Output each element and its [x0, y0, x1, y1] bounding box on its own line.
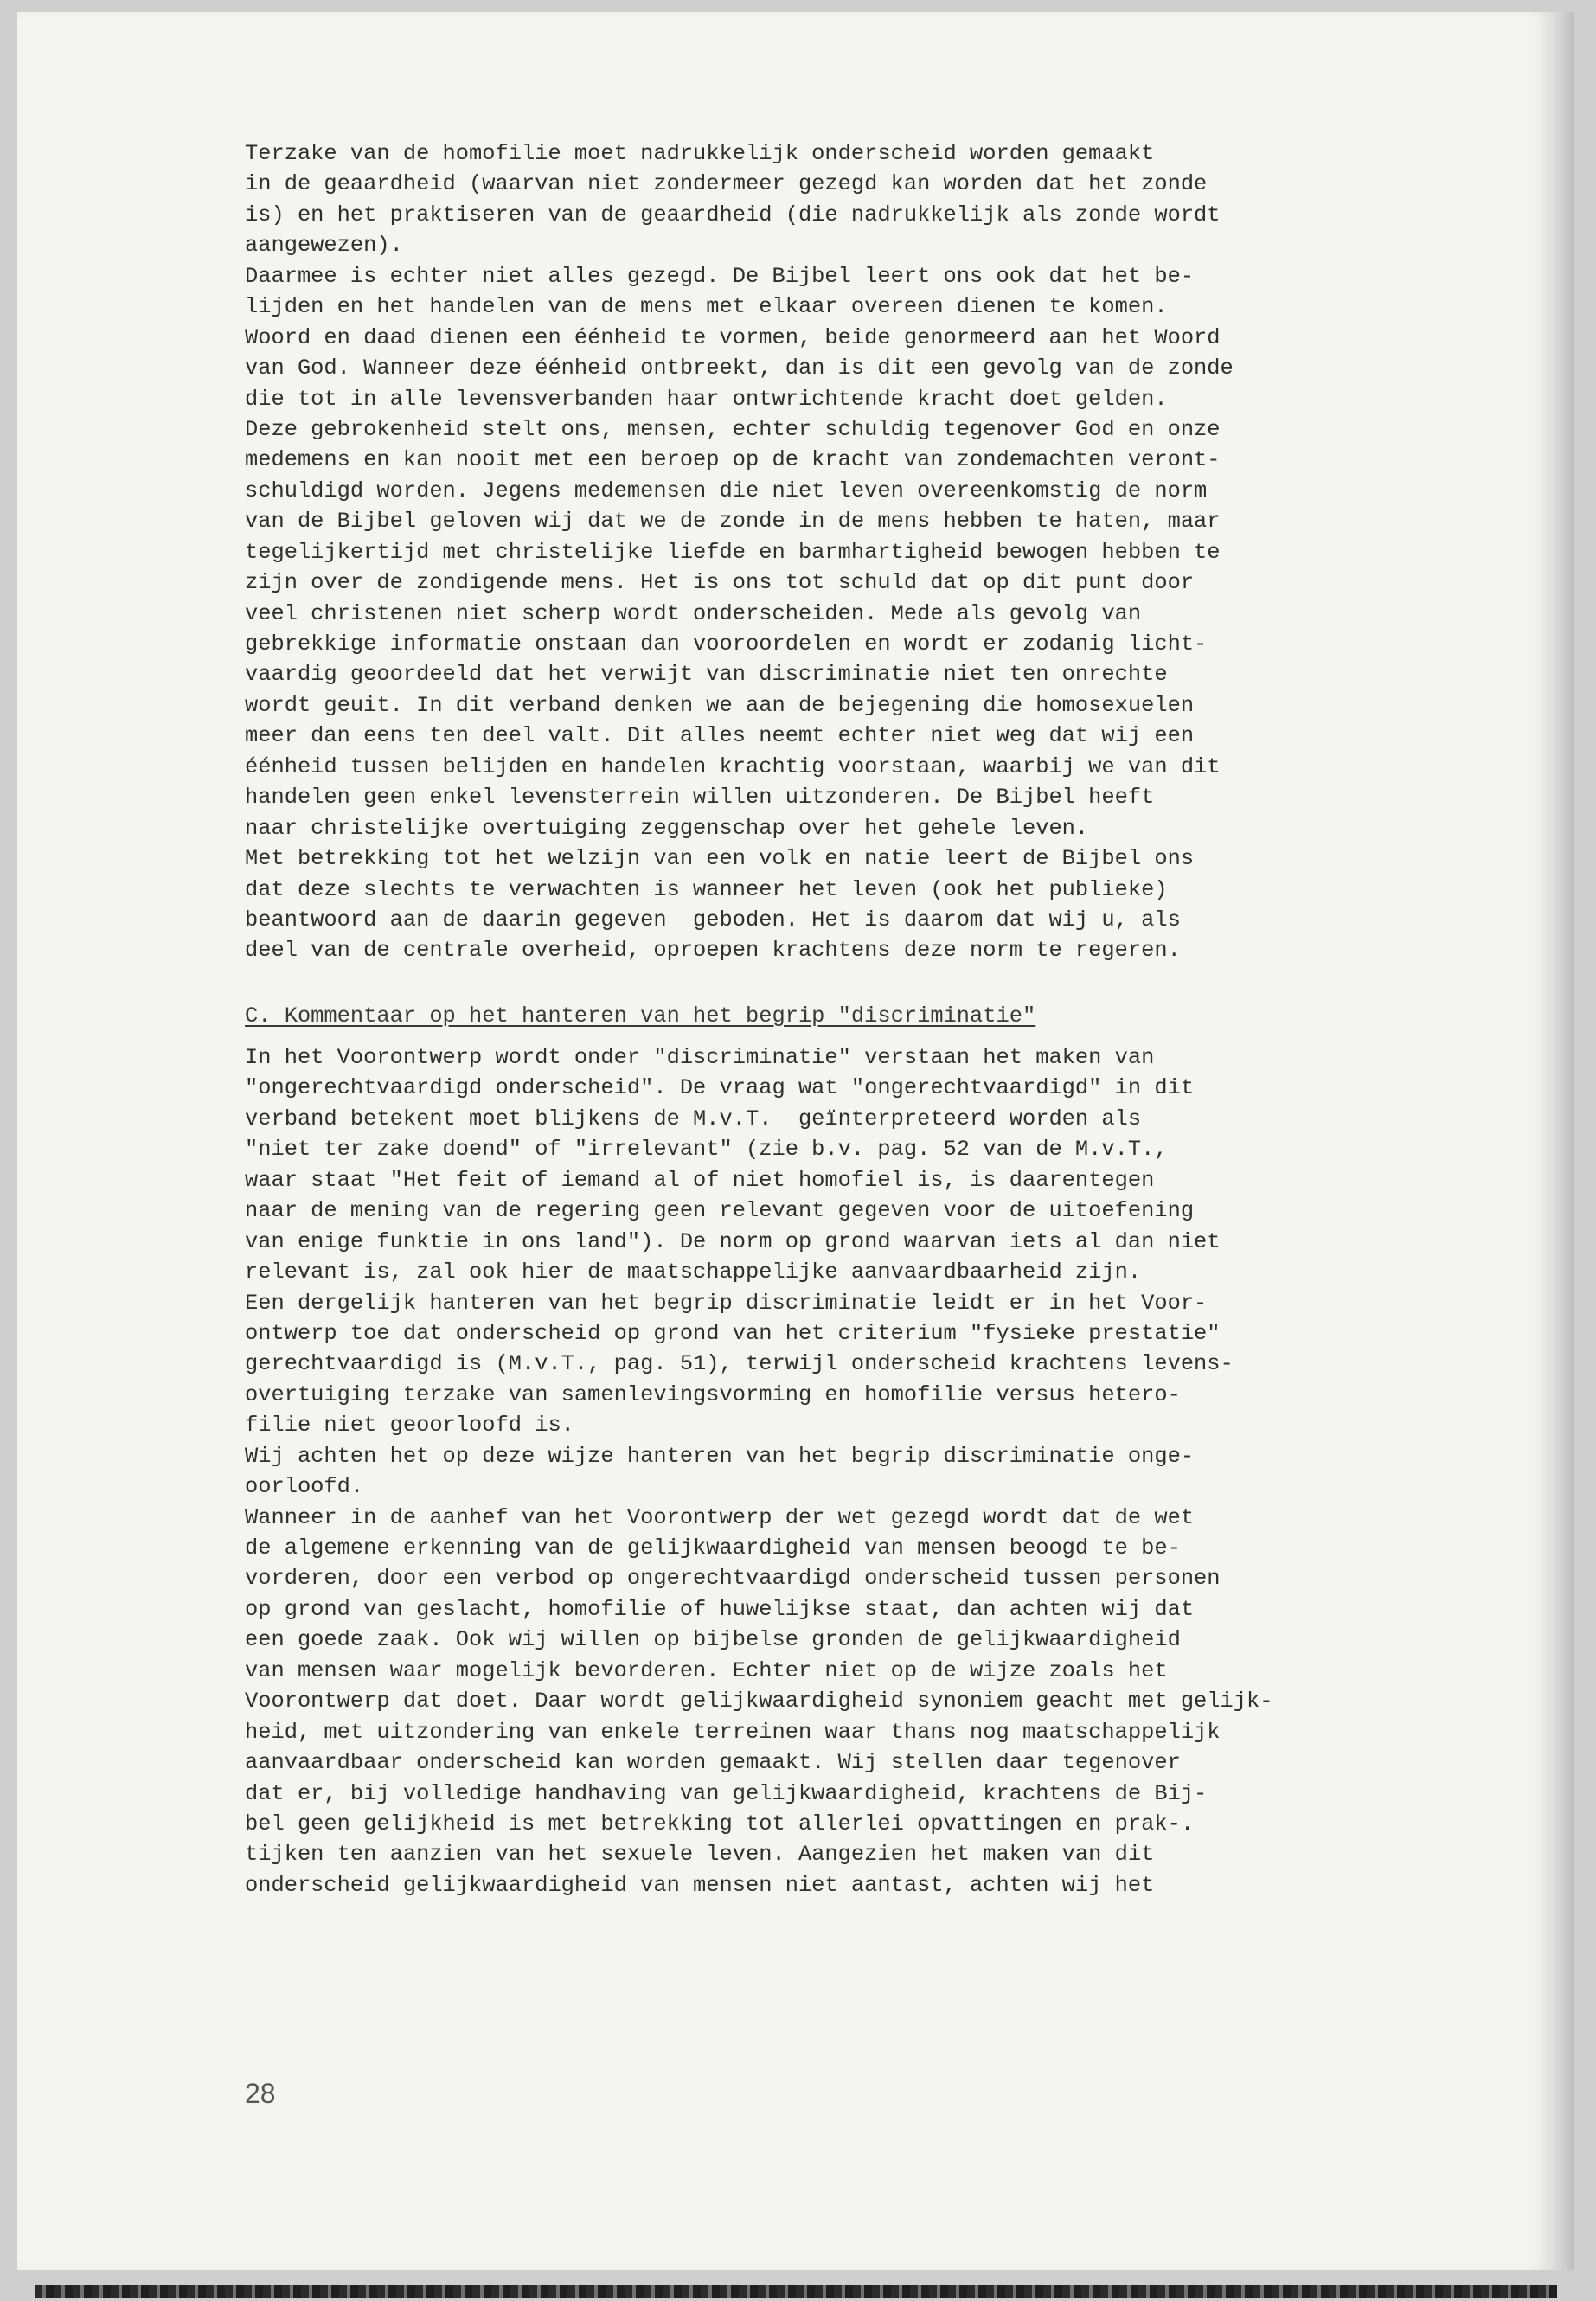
text-line: handelen geen enkel levensterrein willen uitzonderen. De Bijbel heeft: [245, 785, 1155, 811]
text-line: dat er, bij volledige handhaving van gelijkwaardigheid, krachtens de Bij-: [245, 1780, 1208, 1806]
text-line: éénheid tussen belijden en handelen krachtig voorstaan, waarbij we van dit: [245, 753, 1221, 779]
text-line: In het Voorontwerp wordt onder "discriminatie" verstaan het maken van: [245, 1045, 1155, 1070]
section-b-body: [245, 138, 1439, 966]
text-line: lijden en het handelen van de mens met elkaar overeen dienen te komen.: [245, 294, 1168, 320]
text-line: vorderen, door een verbod op ongerechtvaardigd onderscheid tussen personen: [245, 1566, 1221, 1592]
text-line: medemens en kan nooit met een beroep op de kracht van zondemachten veront-: [245, 447, 1221, 473]
text-line: die tot in alle levensverbanden haar ontwrichtende kracht doet gelden.: [245, 386, 1168, 412]
text-line: onderscheid gelijkwaardigheid van mensen niet aantast, achten wij het: [245, 1872, 1155, 1898]
text-line: overtuiging terzake van samenlevingsvorming en homofilie versus hetero-: [245, 1381, 1181, 1407]
text-line: van mensen waar mogelijk bevorderen. Echter niet op de wijze zoals het: [245, 1657, 1168, 1683]
text-line: de algemene erkenning van de gelijkwaardigheid van mensen beoogd te be-: [245, 1535, 1181, 1561]
text-line: relevant is, zal ook hier de maatschappelijke aanvaardbaarheid zijn.: [245, 1259, 1142, 1285]
text-line: heid, met uitzondering van enkele terreinen waar thans nog maatschappelijk: [245, 1719, 1221, 1745]
text-line: Wanneer in de aanhef van het Voorontwerp der wet gezegd wordt dat de wet: [245, 1504, 1195, 1530]
text-line: van God. Wanneer deze éénheid ontbreekt, dan is dit een gevolg van de zonde: [245, 356, 1234, 381]
text-line: bel geen gelijkheid is met betrekking tot allerlei opvattingen en prak-.: [245, 1811, 1195, 1836]
text-line: is) en het praktiseren van de geaardheid (die nadrukkelijk als zonde wordt: [245, 202, 1221, 228]
text-line: veel christenen niet scherp wordt onderscheiden. Mede als gevolg van: [245, 600, 1142, 626]
text-line: beantwoord aan de daarin gegeven geboden. Het is daarom dat wij u, als: [245, 907, 1181, 933]
text-line: waar staat "Het feit of iemand al of niet homofiel is, is daarentegen: [245, 1167, 1155, 1193]
text-line: Daarmee is echter niet alles gezegd. De Bijbel leert ons ook dat het be-: [245, 263, 1195, 289]
text-line: "ongerechtvaardigd onderscheid". De vraag wat "ongerechtvaardigd" in dit: [245, 1075, 1195, 1101]
text-line: deel van de centrale overheid, oproepen krachtens deze norm te regeren.: [245, 938, 1181, 964]
text-line: gerechtvaardigd is (M.v.T., pag. 51), terwijl onderscheid krachtens levens-: [245, 1351, 1234, 1377]
text-line: Voorontwerp dat doet. Daar wordt gelijkwaardigheid synoniem geacht met gelijk-: [245, 1689, 1273, 1715]
text-line: naar de mening van de regering geen relevant gegeven voor de uitoefening: [245, 1198, 1195, 1224]
text-line: meer dan eens ten deel valt. Dit alles neemt echter niet weg dat wij een: [245, 723, 1195, 749]
text-line: naar christelijke overtuiging zeggenschap over het gehele leven.: [245, 815, 1089, 841]
text-line: Woord en daad dienen een éénheid te vormen, beide genormeerd aan het Woord: [245, 324, 1221, 350]
page-edge-shadow: [1550, 12, 1574, 2270]
text-line: ontwerp toe dat onderscheid op grond van het criterium "fysieke prestatie": [245, 1320, 1221, 1346]
text-line: Een dergelijk hanteren van het begrip discriminatie leidt er in het Voor-: [245, 1290, 1208, 1316]
text-line: tijken ten aanzien van het sexuele leven. Aangezien het maken van dit: [245, 1842, 1155, 1868]
text-line: aanvaardbaar onderscheid kan worden gemaakt. Wij stellen daar tegenover: [245, 1750, 1181, 1776]
text-line: zijn over de zondigende mens. Het is ons tot schuld dat op dit punt door: [245, 570, 1195, 596]
text-line: van enige funktie in ons land"). De norm op grond waarvan iets al dan niet: [245, 1228, 1221, 1254]
text-line: "niet ter zake doend" of "irrelevant" (zie b.v. pag. 52 van de M.v.T.,: [245, 1137, 1168, 1163]
text-line: Deze gebrokenheid stelt ons, mensen, echter schuldig tegenover God en onze: [245, 416, 1221, 442]
text-line: op grond van geslacht, homofilie of huwelijkse staat, dan achten wij dat: [245, 1596, 1195, 1622]
scan-edge-strip: [35, 2285, 1557, 2298]
text-line: van de Bijbel geloven wij dat we de zonde in de mens hebben te haten, maar: [245, 509, 1221, 535]
text-line: dat deze slechts te verwachten is wanneer het leven (ook het publieke): [245, 876, 1168, 902]
text-line: wordt geuit. In dit verband denken we aan de bejegening die homosexuelen: [245, 692, 1195, 718]
text-line: filie niet geoorloofd is.: [245, 1413, 574, 1439]
text-line: vaardig geoordeeld dat het verwijt van discriminatie niet ten onrechte: [245, 662, 1168, 688]
text-line: een goede zaak. Ook wij willen op bijbelse gronden de gelijkwaardigheid: [245, 1627, 1181, 1653]
section-c-heading: C. Kommentaar op het hanteren van het begrip "discriminatie": [245, 1003, 1036, 1029]
text-line: verband betekent moet blijkens de M.v.T. geïnterpreteerd worden als: [245, 1106, 1142, 1131]
text-line: Terzake van de homofilie moet nadrukkelijk onderscheid worden gemaakt: [245, 141, 1155, 166]
text-line: gebrekkige informatie onstaan dan vooroordelen en wordt er zodanig licht-: [245, 631, 1208, 657]
text-line: tegelijkertijd met christelijke liefde en barmhartigheid bewogen hebben te: [245, 539, 1221, 565]
text-line: in de geaardheid (waarvan niet zondermeer gezegd kan worden dat het zonde: [245, 171, 1208, 197]
text-line: Wij achten het op deze wijze hanteren van het begrip discriminatie onge-: [245, 1443, 1195, 1469]
text-line: Met betrekking tot het welzijn van een volk en natie leert de Bijbel ons: [245, 846, 1195, 872]
page-number: 28: [245, 2078, 276, 2109]
text-line: aangewezen).: [245, 233, 403, 259]
text-line: schuldigd worden. Jegens medemensen die niet leven overeenkomstig de norm: [245, 478, 1208, 503]
section-c-body: [245, 1042, 1439, 1900]
text-line: oorloofd.: [245, 1474, 364, 1500]
